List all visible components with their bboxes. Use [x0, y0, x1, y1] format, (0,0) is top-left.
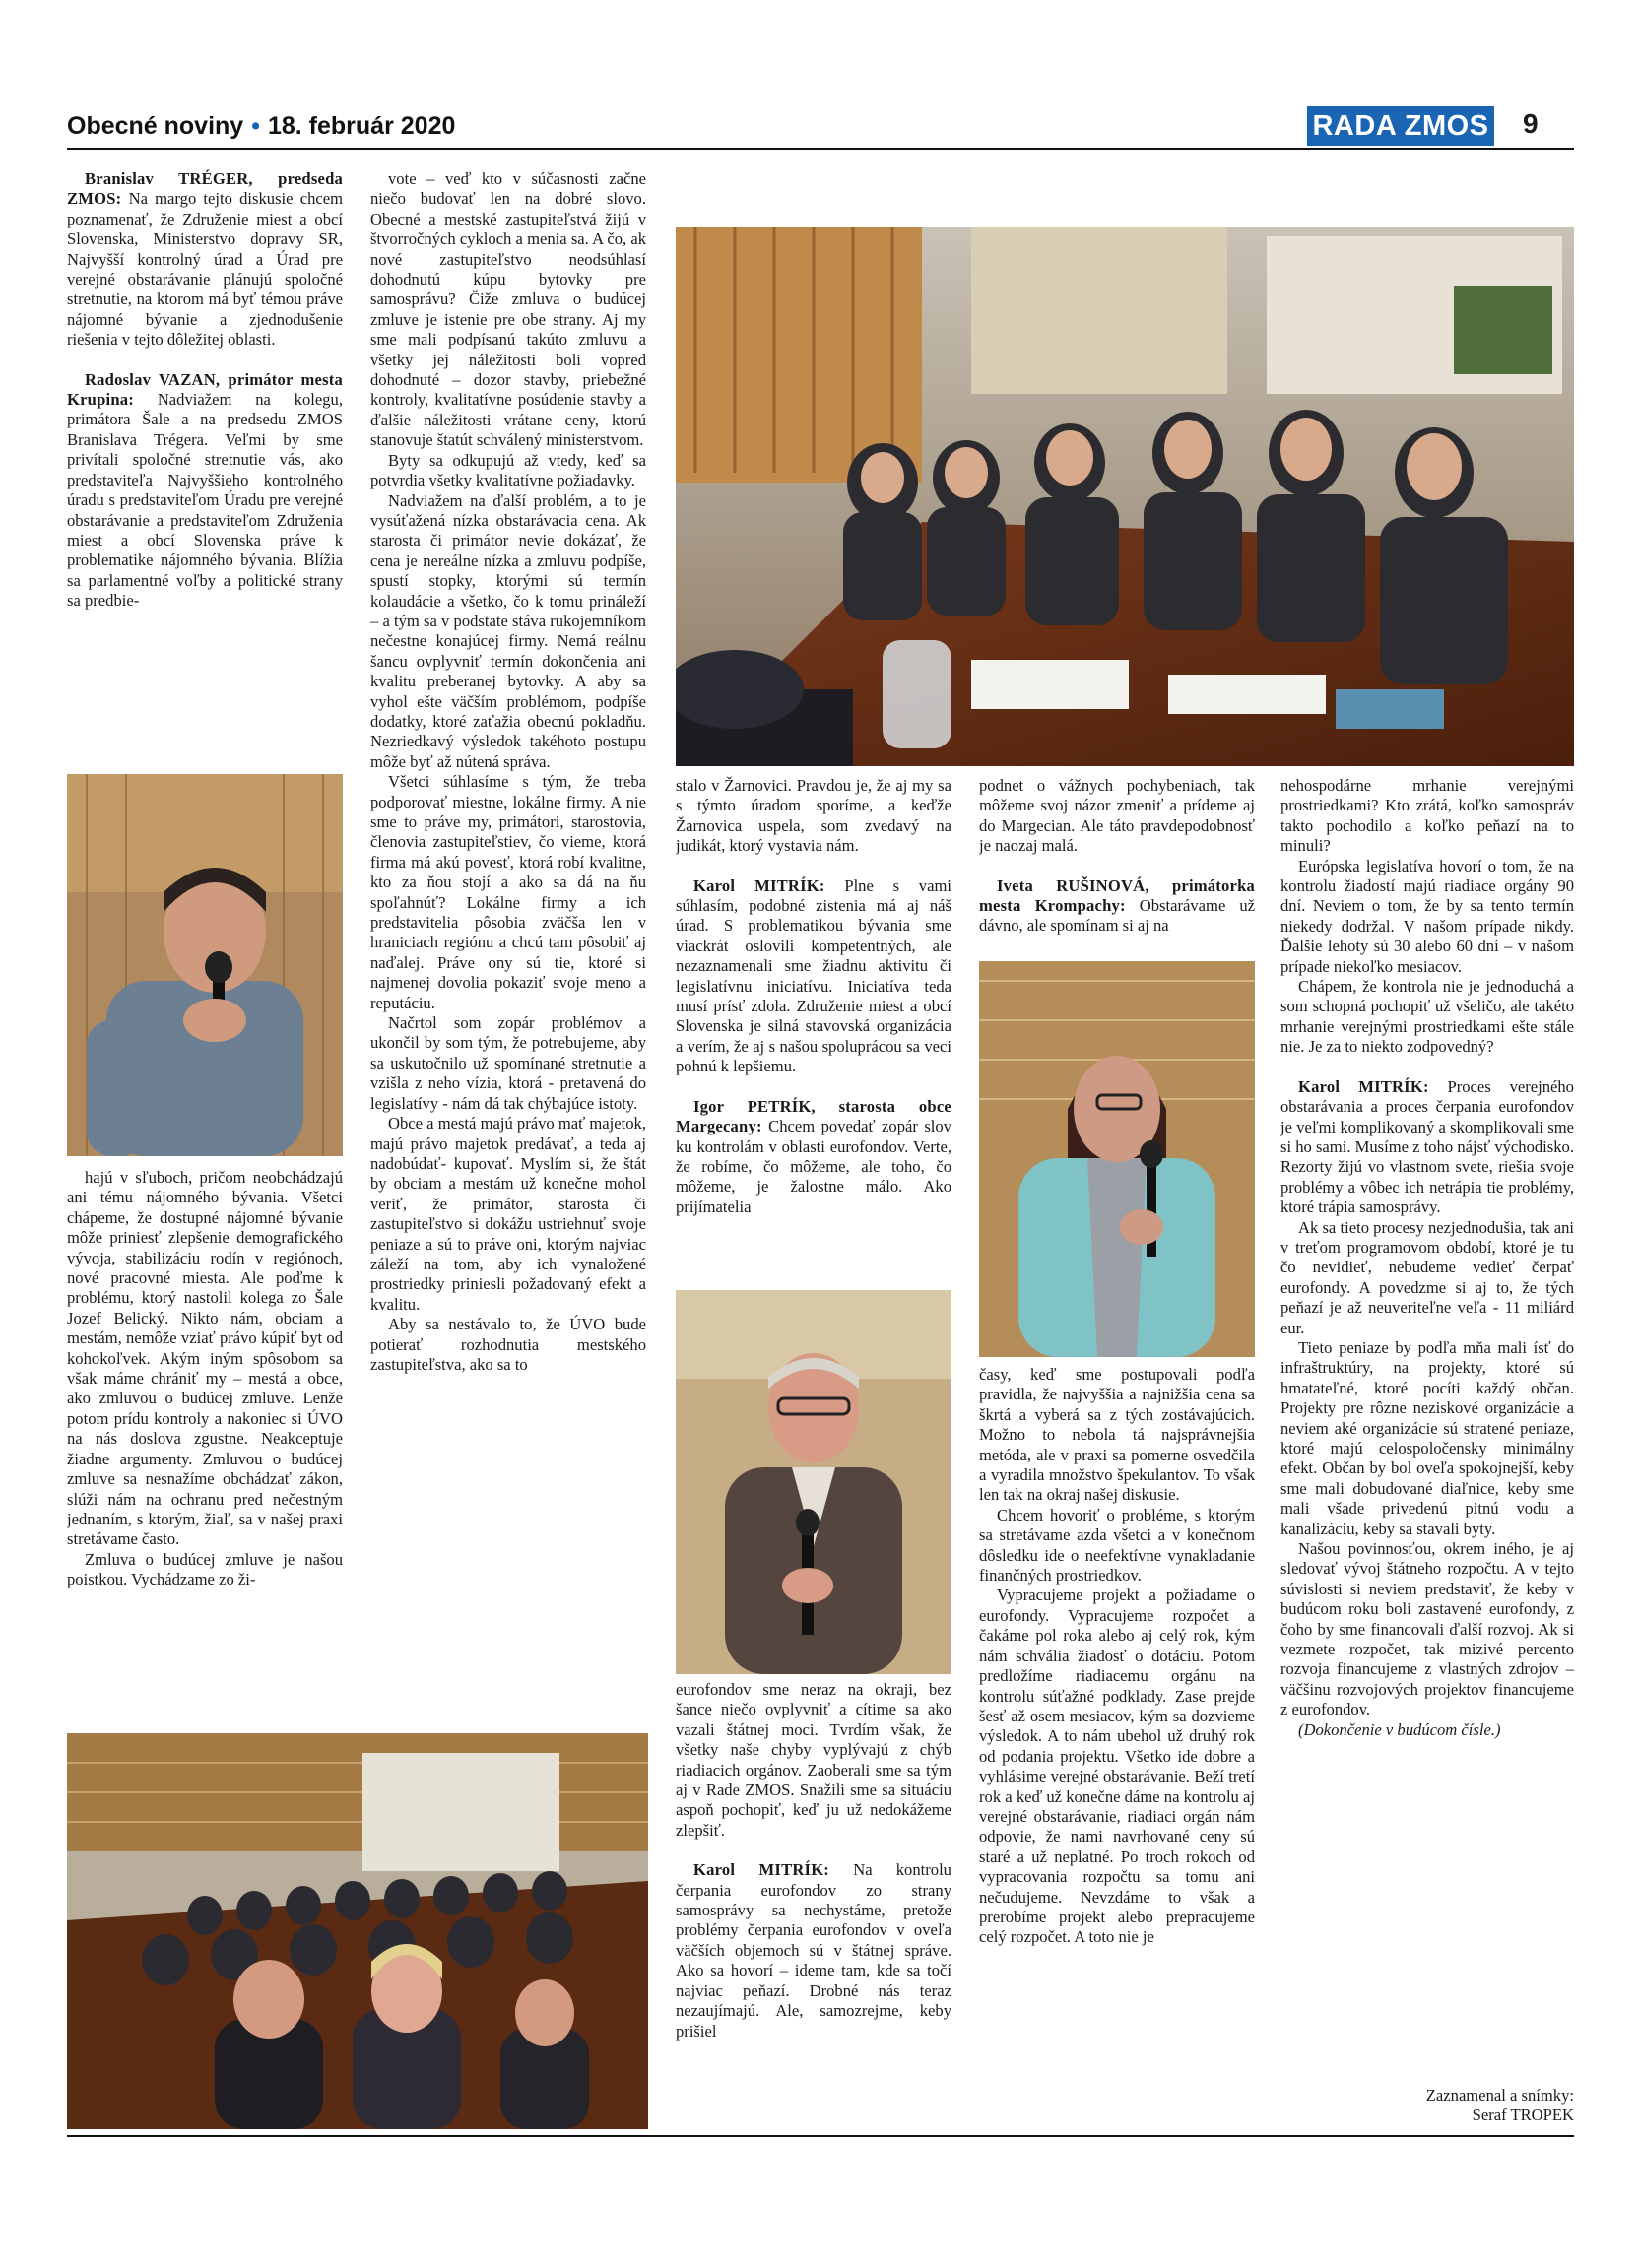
paragraph-text: Chcem povedať zopár slov ku kontrolám v oblasti eurofondov. Verte, že robíme, čo môžeme, ale toho, čo môžeme, je žalostne málo. Ako prijímatelia — [676, 1117, 951, 1216]
paragraph — [676, 1860, 951, 2041]
credit-line-1: Zaznamenal a snímky: — [1425, 2086, 1574, 2105]
speaker-name: Branislav TRÉGER, predseda ZMOS: — [67, 169, 343, 209]
speaker-tréger-photo — [67, 774, 343, 1156]
column-1-top — [67, 169, 343, 772]
paragraph-text: nehospodárne mrhanie verejnými prostriedkami? Kto zrátá, koľko samospráv takto pochodilo a koľko peňazí na to minuli? — [1280, 776, 1574, 856]
paragraph — [1280, 1338, 1574, 1539]
paragraph-text: hajú v sľuboch, pričom neobchádzajú ani tému nájomného bývania. Všetci chápeme, že dostupné nájomné bývanie môže priniesť zlepšenie demografického vývoja, stabilizáciu rodín v regiónoch, nové pracovné miesta. Ale poďme k problému, ktorý nastolil kolega zo Šale Jozef Belický. Nikto nám, obciam a mestám, nemôže vziať právo kúpiť byt od kohokoľvek. Akým iným spôsobom sa však máme chrániť my – mestá a obce, ako zmluvou o budúcej zmluve. Lenže potom prídu kontroly a nakoniec si ÚVO na nás doslova zgustne. Neakceptuje žiadne argumenty. Zmluvou o budúcej zmluve sa nesnažíme obchádzať zákon, slúži nám na ochranu pred nečestným jednaním, s ktorým, žiaľ, sa v našej praxi stretávame často. — [67, 1168, 343, 1549]
publication-name: Obecné noviny — [67, 112, 244, 140]
column-3-bottom — [676, 1680, 951, 2129]
column-4-bottom — [979, 1365, 1255, 2129]
column-5 — [1280, 776, 1574, 2086]
paragraph — [1280, 857, 1574, 977]
credit-line-2: Seraf TROPEK — [1472, 2106, 1574, 2125]
paragraph-text: Nadviažem na ďalší problém, a to je vysúťažená nízka obstarávacia cena. Ak starosta či primátor nevie dokázať, že cena je nereálne nízka a zmluvu podpíše, spustí stopky, ktorými sú termín kolaudácie a všetko, čo k tomu prináleží – a tým sa v podstate stáva rukojemníkom nečestne konajúcej firmy. Nemá reálnu šancu ovplyvniť termín dokončenia ani kvalitu preberanej bytovky. A aby sa vyhol ešte väčším problémom, podpíše dodatky, ktoré zaťažia obecnú pokladňu. Nezriedkavý výsledok takéhoto postupu môže byť až nútená správa. — [370, 490, 646, 771]
paragraph-text: Všetci súhlasíme s tým, že treba podporovať miestne, lokálne firmy. A nie sme to práve my, primátori, starostovia, členovia zastupiteľstiev, čo vieme, ktorá firma má akú povesť, ktorá robí kvalitne, kto za ňou stojí a ako sa dá na ňu spoľahnúť? Lokálne firmy a ich predstavitelia pôsobia zväčša len v hraniciach regiónu a chcú tam pôsobiť aj naďalej. Práve ony sú tie, ktoré si najmenej dovolia pokaziť svoje meno a reputáciu. — [370, 772, 646, 1012]
paragraph-text: eurofondov sme neraz na okraji, bez šance niečo ovplyvniť a cítime sa ako vazali štátnej moci. Tvrdím však, že všetky naše chyby vyplývajú z chýb riadiacich orgánov. Zaoberali sme sa tým aj v Rade ZMOS. Snažili sme sa situáciu aspoň pochopiť, keď ju už nedokážeme zlepšiť. — [676, 1680, 951, 1840]
paragraph — [67, 1168, 343, 1550]
speaker-name: Karol MITRÍK: — [693, 1860, 830, 1880]
paragraph — [1280, 977, 1574, 1058]
column-4-top — [979, 776, 1255, 957]
audience-photo — [67, 1733, 648, 2129]
photo-credit — [1280, 2086, 1574, 2131]
paragraph-text: (Dokončenie v budúcom čísle.) — [1298, 1719, 1501, 1739]
paragraph — [1280, 1218, 1574, 1338]
speaker-name: Karol MITRÍK: — [1298, 1076, 1429, 1096]
speaker-name: Igor PETRÍK, starosta obce Margecany: — [676, 1096, 951, 1136]
paragraph — [67, 1550, 343, 1590]
separator-dot: • — [251, 112, 260, 140]
paragraph-text: Na kontrolu čerpania eurofondov zo strany samosprávy sa nechystáme, pretože problémy čerpania eurofondov v oveľa väčších objemoch sú v štátnej správe. Ako sa hovorí – ideme tam, kde sa točí najviac peňazí. Drobné nás teraz nezaujímajú. Ale, samozrejme, keby prišiel — [676, 1860, 951, 2041]
paragraph — [676, 776, 951, 857]
paragraph-text: Chcem hovoriť o probléme, s ktorým sa stretávame azda všetci a v konečnom dôsledku ide o neefektívne vynakladanie finančných prostriedkov. — [979, 1505, 1255, 1586]
paragraph — [979, 1586, 1255, 1947]
speaker-rušinová-photo — [979, 961, 1255, 1357]
paragraph-text: Obce a mestá majú právo mať majetok, majú právo majetok predávať, a teda aj nadobúdať- kupovať. Myslím si, že štát by obciam a mestám už konečne mohol veriť, že primátor, starosta či zastupiteľstvo si dokážu ustriehnuť svoje peniaze a sú to práve oni, ktorým najviac záleží na tom, aby ich vynaložené prostriedky priniesli požadovaný efekt a kvalitu. — [370, 1114, 646, 1314]
paragraph — [1280, 776, 1574, 857]
header-rule — [67, 148, 1574, 150]
speaker-name: Iveta RUŠINOVÁ, primátorka mesta Krompachy: — [979, 875, 1255, 916]
paragraph-text: Aby sa nestávalo to, že ÚVO bude potierať rozhodnutia mestského zastupiteľstva, ako sa to — [370, 1315, 646, 1374]
paragraph — [370, 491, 646, 773]
paragraph — [979, 1365, 1255, 1506]
column-3-top — [676, 776, 951, 1286]
footer-rule — [67, 2135, 1574, 2137]
paragraph-text: Plne s vami súhlasím, podobné zistenia má aj náš úrad. S problematikou bývania sme viackrát oslovili kompetentných, ale nezaznamenali sme žiadnu aktivitu či legislatívnu iniciatívu. Iniciatíva teda musí prísť zdola. Združenie miest a obcí Slovenska je silná stavovská organizácia a verím, že aj s našou spoluprácou sa veci pohnú k lepšiemu. — [676, 875, 951, 1076]
speaker-petrík-photo — [676, 1290, 951, 1674]
paragraph-text: Ak sa tieto procesy nezjednodušia, tak ani v treťom programovom období, ktoré je tu čo nevidieť, nebudeme vedieť čerpať eurofondy. A povedzme si aj to, že tých peňazí je až neuveriteľne veľa - 11 miliárd eur. — [1280, 1217, 1574, 1337]
paragraph — [979, 1506, 1255, 1587]
paragraph-text: Našou povinnosťou, okrem iného, je aj sledovať vývoj štátneho rozpočtu. A v tejto súvislosti si neviem predstaviť, že keby v budúcom roku boli zastavené eurofondy, z čoho by sme financovali ďalší rozvoj. Ak si vezmete rozpočet, tak mizivé percento rozvoja financujeme z vlastných zdrojov – väčšinu rozvojových projektov financujeme z eurofondov. — [1280, 1539, 1574, 1719]
paragraph-text: Zmluva o budúcej zmluve je našou poistkou. Vychádzame zo ži- — [67, 1549, 343, 1589]
column-2 — [370, 169, 646, 1729]
paragraph-text: Tieto peniaze by podľa mňa mali ísť do infraštruktúry, na projekty, ktoré sú hmatateľné, ktoré pocíti každý občan. Projekty pre rôzne neziskové organizácie a neviem aké organizácie sú stratené peniaze, ktoré majú celospoločensky minimálny efekt. Občan by bol oveľa spokojnejší, keby sme mali dobudované diaľnice, keby sme mali všade privedenú pitnú vodu a kanalizáciu, keby sa stavali byty. — [1280, 1337, 1574, 1538]
paragraph-text: stalo v Žarnovici. Pravdou je, že aj my sa s týmto úradom sporíme, a keďže Žarnovica uspela, som zvedavý na judikát, ktorý vystavia nám. — [676, 776, 951, 856]
paragraph-text: vote – veď kto v súčasnosti začne niečo budovať len na dobré slovo. Obecné a mestské zastupiteľstvá žijú v štvorročných cykloch a menia sa. A čo, ak nové zastupiteľstvo neodsúhlasí dohodnutú kúpu bytovky pre samosprávu? Čiže zmluva o budúcej zmluve je istenie pre obe strany. Aj my sme mali podpísanú takúto zmluvu a všetky jej náležitosti boli vopred dohodnuté – dozor stavby, priebežné kontroly, kvalitatívne posúdenie stavby a ďalšie náležitosti vrátane ceny, ktorú stanovuje štatút schválený ministerstvom. — [370, 169, 646, 450]
paragraph — [979, 776, 1255, 857]
column-1-bottom — [67, 1168, 343, 1729]
paragraph-text: Obstarávame už dávno, ale spomínam si aj na — [979, 896, 1255, 936]
paragraph-text: Európska legislatíva hovorí o tom, že na kontrolu žiadostí majú riadiace orgány 90 dní. Neviem o tom, že by sa tento termín niekedy dodržal. V našom prípade nikdy. Ďalšie lehoty sú 30 alebo 60 dní – v našom prípade niekoľko mesiacov. — [1280, 856, 1574, 976]
meeting-photo — [676, 227, 1574, 766]
paragraph — [370, 451, 646, 491]
paragraph — [676, 1680, 951, 1841]
paragraph — [370, 169, 646, 451]
paragraph — [370, 1114, 646, 1315]
page-number: 9 — [1523, 108, 1539, 139]
section-rubric: RADA ZMOS — [1307, 106, 1494, 146]
speaker-name: Karol MITRÍK: — [693, 875, 825, 895]
paragraph — [370, 772, 646, 1013]
page-header — [67, 106, 1574, 154]
paragraph — [676, 1097, 951, 1217]
paragraph-text: Vypracujeme projekt a požiadame o eurofondy. Vypracujeme rozpočet a čakáme pol roka alebo aj celý rok, kým nám schvália žiadosť o dotáciu. Potom predložíme riadiacemu orgánu na kontrolu súťažné podklady. Zase prejde šesť až osem mesiacov, kým sa dozvieme výsledok. A to nám ubehol už druhý rok od podania projektu. Všetko ide dobre a vyhlásime verejné obstarávanie. Beží tretí rok a keď už konečne dáme na kontrolu aj verejné obstarávanie, riadiaci orgán nám odpovie, že nami navrhované ceny sú staré a už neplatné. Po troch rokoch od vypracovania rozpočtu sa tomu ani nečudujeme. Nevzdáme to však a prerobíme projekt alebo prepracujeme celý rozpočet. A toto nie je — [979, 1586, 1255, 1947]
paragraph — [1280, 1077, 1574, 1218]
paragraph — [370, 1315, 646, 1375]
paragraph-text: Načrtol som zopár problémov a ukončil by som tým, že potrebujeme, aby sa uskutočnilo už spomínané stretnutie a vzišla z neho vízia, ktorá - pretavená do legislatívy - nám dá tak chýbajúce istoty. — [370, 1013, 646, 1113]
speaker-name: Radoslav VAZAN, primátor mesta Krupina: — [67, 369, 343, 410]
paragraph-text: Na margo tejto diskusie chcem poznamenať, že Združenie miest a obcí Slovenska, Ministerstvo dopravy SR, Najvyšší kontrolný úrad a Úrad pre verejné obstarávanie plánujú spoločné stretnutie, na ktorom má byť témou práve nájomné bývanie a zjednodušenie riešenia v tejto dôležitej oblasti. — [67, 189, 343, 350]
paragraph — [1280, 1539, 1574, 1720]
paragraph — [676, 876, 951, 1077]
paragraph-text: Proces verejného obstarávania a proces čerpania eurofondov je veľmi komplikovaný a skomplikovali sme si ho sami. Musíme z toho nájsť východisko. Rezorty žijú vo vlastnom svete, riešia svoje problémy a vôbec ich netrápia tie problémy, ktoré trápia samosprávy. — [1280, 1076, 1574, 1217]
paragraph — [1280, 1720, 1574, 1740]
paragraph — [67, 169, 343, 351]
paragraph-text: časy, keď sme postupovali podľa pravidla, že najvyššia a najnižšia cena sa škrtá a vyberá sa z tých zostávajúcich. Možno to nebola tá najsprávnejšia metóda, ale v praxi sa pomerne osvedčila a vyradila množstvo špekulantov. To však len tak na okraj našej diskusie. — [979, 1365, 1255, 1505]
paragraph-text: Nadviažem na kolegu, primátora Šale a na predsedu ZMOS Branislava Trégera. Veľmi by sme privítali spoločné stretnutie vás, ako predstaviteľa Najvyššieho kontrolného úradu s predstaviteľom Úradu pre verejné obstarávanie a predstaviteľom Združenia miest a obcí Slovenska práve k problematike nájomného bývania. Blížia sa parlamentné voľby a politické strany sa predbie- — [67, 390, 343, 611]
paragraph — [979, 876, 1255, 937]
paragraph-text: Chápem, že kontrola nie je jednoduchá a som schopná pochopiť už všeličo, ale takéto mrhanie verejnými prostriedkami ešte stále nie. Je za to niekto zodpovedný? — [1280, 977, 1574, 1057]
publication-line — [67, 112, 455, 141]
paragraph-text: podnet o vážnych pochybeniach, tak môžeme svoj názor zmeniť a prídeme aj do Margecian. Ale táto pravdepodobnosť je naozaj malá. — [979, 776, 1255, 856]
paragraph — [67, 370, 343, 612]
issue-date: 18. február 2020 — [267, 112, 456, 140]
paragraph-text: Byty sa odkupujú až vtedy, keď sa potvrdia všetky kvalitatívne požiadavky. — [370, 450, 646, 490]
paragraph — [370, 1013, 646, 1114]
